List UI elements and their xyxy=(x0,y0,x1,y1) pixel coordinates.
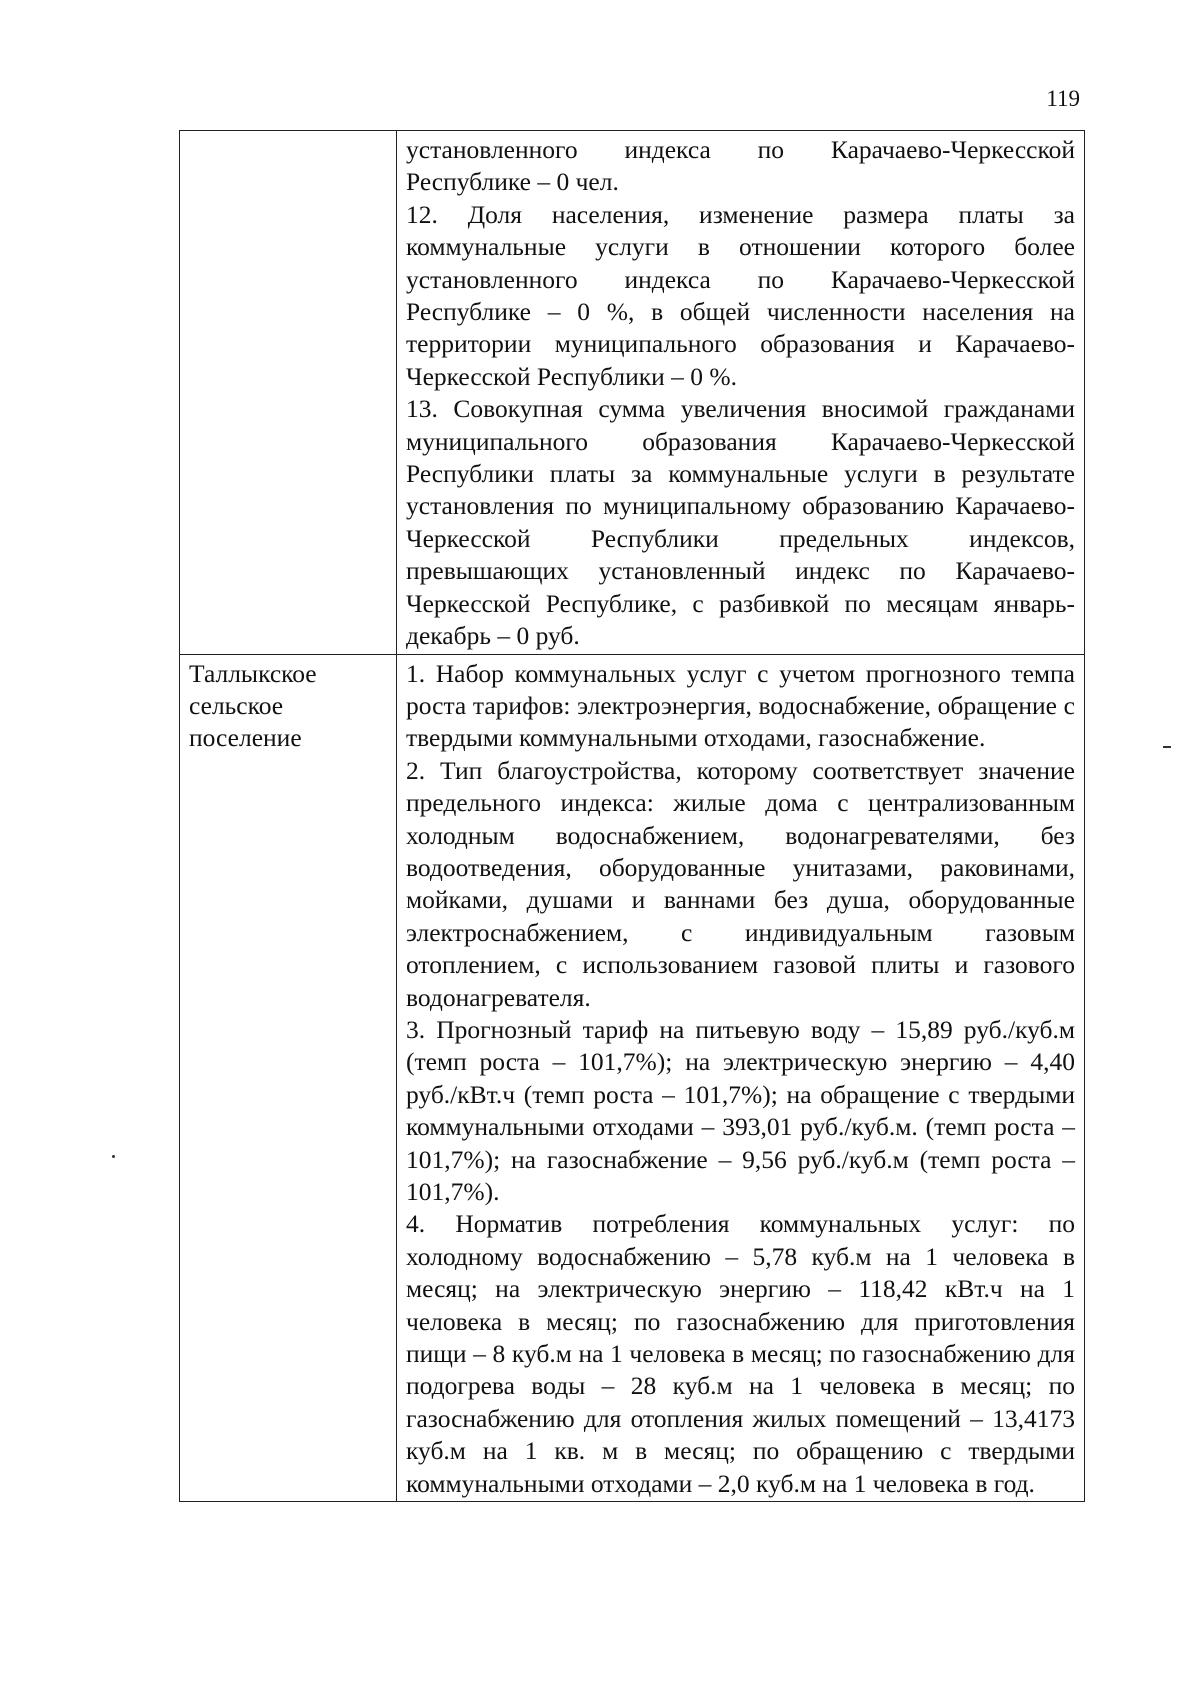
description-cell xyxy=(397,654,1085,1502)
paragraph: 12. Доля населения, изменение размера платы за коммунальные услуги в отношении которого более установленного индекса по Карачаево-Черкесской Республике – 0 %, в общей численности населения на территории муниципального образования и Карачаево-Черкесской Республики – 0 %. xyxy=(406,199,1075,391)
scan-speck xyxy=(112,1155,115,1158)
municipality-name-line: поселение xyxy=(189,723,302,753)
municipality-name-line: Таллыкское xyxy=(189,658,317,688)
municipality-cell xyxy=(180,131,397,655)
description-cell xyxy=(397,131,1085,655)
scan-speck xyxy=(1163,746,1171,748)
table-row xyxy=(180,131,1085,655)
paragraph: 2. Тип благоустройства, которому соответствует значение предельного индекса: жилые дома с централизованным холодным водоснабжением, водонагревателями, без водоотведения, оборудованные унитазами, раковинами, мойками, душами и ваннами без душа, оборудованные электроснабжением, с индивидуальным газовым отоплением, с использованием газовой плиты и газового водонагревателя. xyxy=(406,755,1075,1012)
tariff-table xyxy=(179,130,1085,1502)
paragraph: 4. Норматив потребления коммунальных услуг: по холодному водоснабжению – 5,78 куб.м на 1 человека в месяц; на электрическую энергию – 118,42 кВт.ч на 1 человека в месяц; по газоснабжению для приготовления пищи – 8 куб.м на 1 человека в месяц; по газоснабжению для подогрева воды – 28 куб.м на 1 человека в месяц; по газоснабжению для отопления жилых помещений – 13,4173 куб.м на 1 кв. м в месяц; по обращению с твердыми коммунальными отходами – 2,0 куб.м на 1 человека в год. xyxy=(406,1209,1075,1498)
table-row xyxy=(180,654,1085,1502)
paragraph: 1. Набор коммунальных услуг с учетом прогнозного темпа роста тарифов: электроэнергия, водоснабжение, обращение с твердыми коммунальными отходами, газоснабжение. xyxy=(406,658,1075,753)
municipality-cell xyxy=(180,654,397,1502)
paragraph: установленного индекса по Карачаево-Черкесской Республике – 0 чел. xyxy=(406,135,1075,197)
paragraph: 3. Прогнозный тариф на питьевую воду – 15,89 руб./куб.м (темп роста – 101,7%); на электрическую энергию – 4,40 руб./кВт.ч (темп роста – 101,7%); на обращение с твердыми коммунальными отходами – 393,01 руб./куб.м. (темп роста – 101,7%); на газоснабжение – 9,56 руб./куб.м (темп роста – 101,7%). xyxy=(406,1014,1075,1206)
paragraph: 13. Совокупная сумма увеличения вносимой гражданами муниципального образования Карачаево-Черкесской Республики платы за коммунальные услуги в результате установления по муниципальному образованию Карачаево-Черкесской Республики предельных индексов, превышающих установленный индекс по Карачаево-Черкесской Республике, с разбивкой по месяцам январь-декабрь – 0 руб. xyxy=(406,394,1075,651)
page-number: 119 xyxy=(1046,86,1080,111)
municipality-name-line: сельское xyxy=(189,690,284,720)
